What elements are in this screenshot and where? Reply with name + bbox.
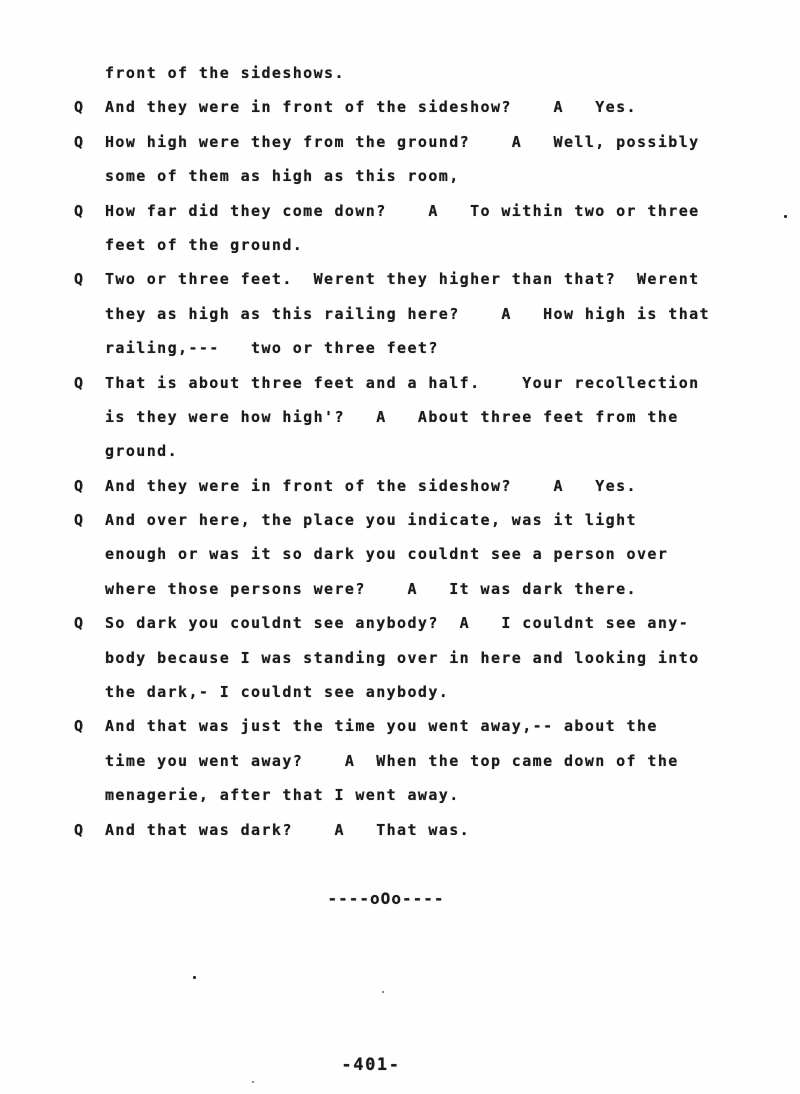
line-text: And they were in front of the sideshow? A Yes. [105, 98, 637, 117]
scan-speck [193, 976, 196, 979]
line-text: railing,--- two or three feet? [105, 339, 439, 358]
page-number: -401- [341, 1055, 401, 1075]
transcript-line [0, 606, 800, 640]
transcript-line [0, 572, 800, 606]
line-text: And over here, the place you indicate, was it light [105, 511, 637, 530]
line-text: And that was just the time you went away,-- about the [105, 717, 658, 736]
transcript-body [0, 56, 800, 847]
transcript-line [0, 262, 800, 296]
transcript-line [0, 400, 800, 434]
transcript-line [0, 778, 800, 812]
line-text: How high were they from the ground? A Well, possibly [105, 132, 700, 151]
q-marker: Q [74, 820, 85, 839]
scan-speck [252, 1081, 254, 1083]
transcript-line [0, 56, 800, 90]
line-text: the dark,- I couldnt see anybody. [105, 683, 450, 702]
line-text: Two or three feet. Werent they higher than that? Werent [105, 270, 700, 289]
transcript-line [0, 744, 800, 778]
q-marker: Q [74, 476, 85, 495]
transcript-line [0, 434, 800, 468]
scan-speck [784, 215, 787, 218]
line-text: And that was dark? A That was. [105, 820, 471, 839]
line-text: feet of the ground. [105, 235, 304, 254]
line-text: is they were how high'? A About three feet from the [105, 407, 679, 426]
line-text: menagerie, after that I went away. [105, 786, 460, 805]
transcript-line [0, 228, 800, 262]
line-text: That is about three feet and a half. Your recollection [105, 373, 700, 392]
transcript-line [0, 503, 800, 537]
line-text: time you went away? A When the top came down of the [105, 751, 679, 770]
line-text: body because I was standing over in here and looking into [105, 648, 700, 667]
line-text: some of them as high as this room, [105, 167, 460, 186]
q-marker: Q [74, 614, 85, 633]
q-marker: Q [74, 511, 85, 530]
scan-speck [382, 991, 384, 993]
transcript-line [0, 709, 800, 743]
line-text: they as high as this railing here? A How high is that [105, 304, 710, 323]
section-divider: ----oOo---- [327, 889, 445, 908]
transcript-line [0, 641, 800, 675]
transcript-line [0, 90, 800, 124]
q-marker: Q [74, 717, 85, 736]
line-text: front of the sideshows. [105, 64, 345, 82]
transcript-line [0, 537, 800, 571]
line-text: So dark you couldnt see anybody? A I couldnt see any- [105, 614, 690, 633]
transcript-line [0, 125, 800, 159]
line-text: ground. [105, 442, 179, 461]
transcript-line [0, 366, 800, 400]
transcript-line [0, 194, 800, 228]
transcript-line [0, 675, 800, 709]
q-marker: Q [74, 98, 85, 117]
transcript-line [0, 331, 800, 365]
q-marker: Q [74, 373, 85, 392]
q-marker: Q [74, 132, 85, 151]
line-text: enough or was it so dark you couldnt see a person over [105, 545, 669, 564]
transcript-line [0, 159, 800, 193]
transcript-line [0, 297, 800, 331]
q-marker: Q [74, 270, 85, 289]
transcript-line [0, 469, 800, 503]
line-text: And they were in front of the sideshow? A Yes. [105, 476, 637, 495]
q-marker: Q [74, 201, 85, 220]
line-text: where those persons were? A It was dark there. [105, 579, 637, 598]
transcript-line [0, 813, 800, 847]
line-text: How far did they come down? A To within two or three [105, 201, 700, 220]
